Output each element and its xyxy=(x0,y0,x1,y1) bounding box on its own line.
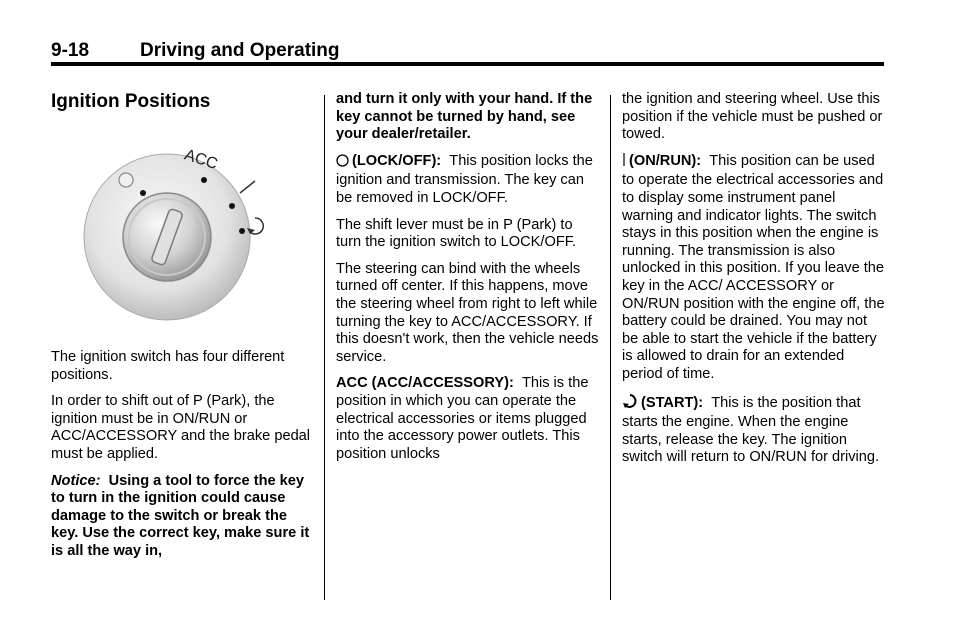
on-run-line-icon xyxy=(622,153,626,173)
section-title: Driving and Operating xyxy=(140,40,340,61)
notice-text: Using a tool to force the key to turn in the ignition could cause damage to the switch or break the key. Use the correct key, make sure it is all the way in, xyxy=(51,472,310,559)
acc-label: ACC xyxy=(182,146,220,174)
page-heading: Ignition Positions xyxy=(51,91,211,112)
paragraph: The shift lever must be in P (Park) to turn the ignition switch to LOCK/OFF. xyxy=(336,216,577,251)
column-2-text xyxy=(336,91,601,472)
page-header xyxy=(51,38,884,64)
paragraph: The steering can bind with the wheels turned off center. If this happens, move the steering wheel from right to left while turning the key to ACC/ACCESSORY. If this doesn't work, then the vehicle needs service. xyxy=(336,260,599,365)
lock-off-circle-icon xyxy=(336,154,349,173)
column-divider xyxy=(324,95,325,600)
lock-off-label: (LOCK/OFF): xyxy=(352,152,442,169)
on-run-line-icon xyxy=(240,181,255,193)
notice-label: Notice: xyxy=(51,472,101,489)
lock-off-circle-icon xyxy=(119,173,133,187)
column-3-text xyxy=(622,91,886,476)
acc-text: This is the position in which you can operate the electrical accessories or items plugged into the accessory power outlets. This position unlocks xyxy=(336,375,589,462)
start-text: This is the position that starts the engine. When the engine starts, release the key. The ignition switch will return to ON/RUN for driving. xyxy=(622,394,880,466)
column-1-text xyxy=(51,349,315,570)
lock-off-text: This position locks the ignition and transmission. The key can be removed in LOCK/OFF. xyxy=(336,152,593,206)
on-run-label: (ON/RUN): xyxy=(629,152,702,169)
lock-off-paragraph xyxy=(336,153,601,208)
paragraph: the ignition and steering wheel. Use this position if the vehicle must be pushed or towed. xyxy=(622,91,883,143)
ignition-switch-illustration xyxy=(80,138,290,338)
notice-continued: and turn it only with your hand. If the key cannot be turned by hand, see your dealer/retailer. xyxy=(336,91,593,143)
start-arrow-icon xyxy=(622,393,638,415)
acc-label: ACC (ACC/ACCESSORY): xyxy=(336,375,514,392)
header-rule xyxy=(51,62,884,66)
paragraph: The ignition switch has four different positions. xyxy=(51,349,285,383)
page-number: 9-18 xyxy=(51,40,90,61)
start-paragraph xyxy=(622,393,886,467)
on-run-paragraph xyxy=(622,153,886,384)
start-label: (START): xyxy=(641,394,704,411)
ignition-switch-figure xyxy=(80,138,290,338)
on-run-text: This position can be used to operate the electrical accessories and to display some instrument panel warning and indicator lights. The switch stays in this position when the engine is running. The transmission is also unlocked in this position. If you leave the key in the ACC/ ACCESSORY or ON/RUN position with the engine off, the battery could be drained. You may not be able to start the vehicle if the battery is allowed to drain for an extended period of time. xyxy=(622,152,885,382)
paragraph: In order to shift out of P (Park), the ignition must be in ON/RUN or ACC/ACCESSORY and the brake pedal must be applied. xyxy=(51,393,311,462)
column-divider xyxy=(610,95,611,600)
acc-paragraph xyxy=(336,375,601,463)
notice-paragraph xyxy=(51,473,315,561)
